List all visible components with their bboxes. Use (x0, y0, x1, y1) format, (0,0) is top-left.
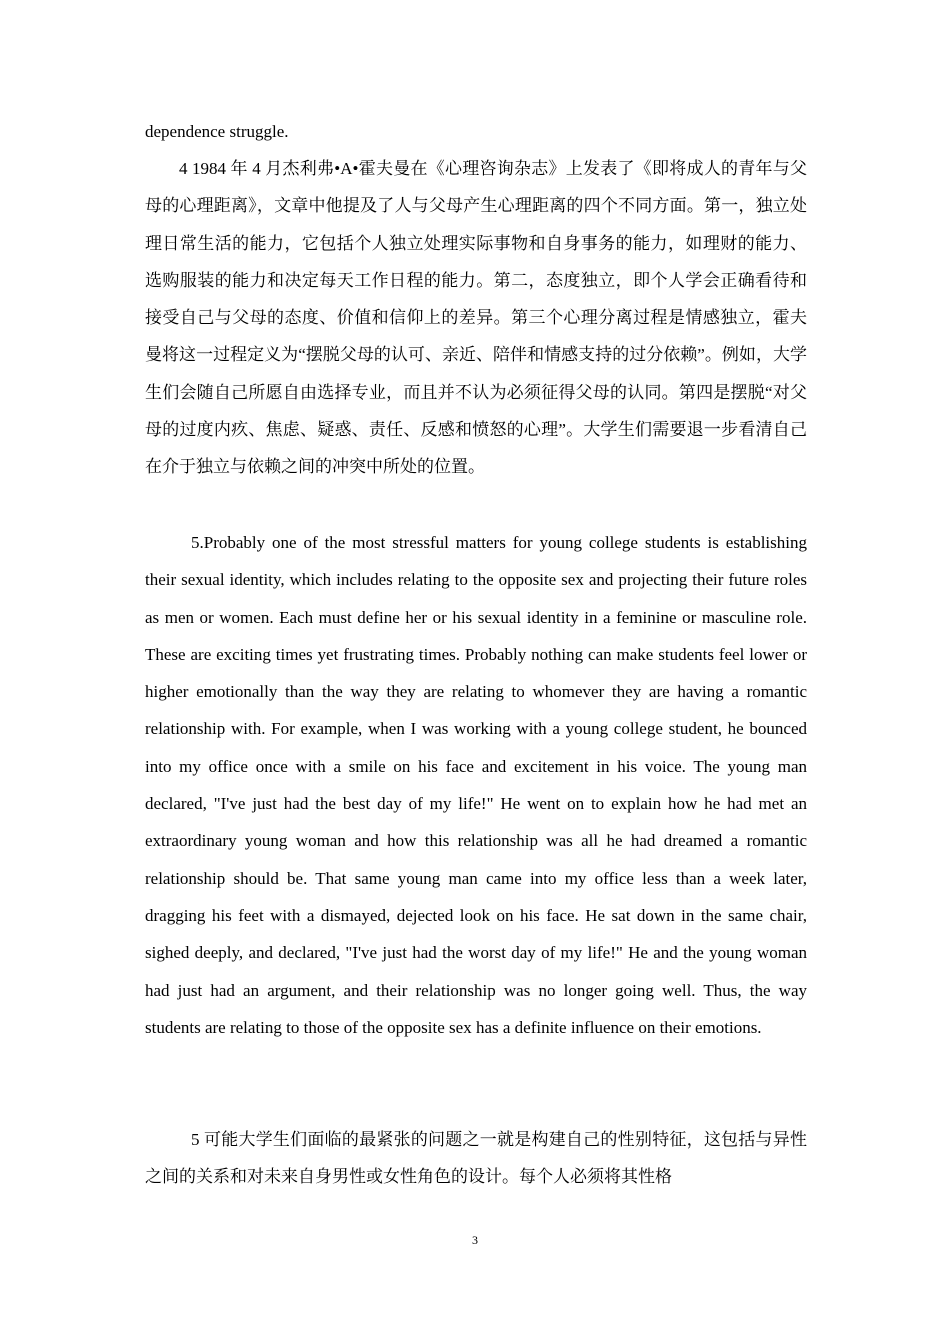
paragraph-chinese-5: 5 可能大学生们面临的最紧张的问题之一就是构建自己的性别特征，这包括与异性之间的关系和对未来自身男性或女性角色的设计。每个人必须将其性格 (145, 1130, 807, 1187)
paragraph-english-5: 5.Probably one of the most stressful matters for young college students is establishing their sexual identity, which includes relating to the opposite sex and projecting their future roles as men or women. Each must define her or his sexual identity in a feminine or masculine role. These are exciting times yet frustrating times. Probably nothing can make students feel lower or higher emotionally than the way they are relating to whomever they are having a romantic relationship with. For example, when I was working with a young college student, he bounced into my office once with a smile on his face and excitement in his voice. The young man declared, "I've just had the best day of my life!" He went on to explain how he had met an extraordinary young woman and how this relationship was all he had dreamed a romantic relationship should be. That same young man came into my office less than a week later, dragging his feet with a dismayed, dejected look on his face. He sat down in the same chair, sighed deeply, and declared, "I've just had the worst day of my life!" He and the young woman had just had an argument, and their relationship was no longer going well. Thus, the way students are relating to those of the opposite sex has a definite influence on their emotions. (145, 533, 807, 1037)
paragraph-chinese-4: 4 1984 年 4 月杰利弗•A•霍夫曼在《心理咨询杂志》上发表了《即将成人的青年与父母的心理距离》，文章中他提及了人与父母产生心理距离的四个不同方面。第一，独立处理日常生活的能力，它包括个人独立处理实际事物和自身事务的能力，如理财的能力、选购服装的能力和决定每天工作日程的能力。第二，态度独立，即个人学会正确看待和接受自己与父母的态度、价值和信仰上的差异。第三个心理分离过程是情感独立，霍夫曼将这一过程定义为“摆脱父母的认可、亲近、陪伴和情感支持的过分依赖”。例如，大学生们会随自己所愿自由选择专业，而且并不认为必须征得父母的认同。第四是摆脱“对父母的过度内疚、焦虑、疑惑、责任、反感和愤怒的心理”。大学生们需要退一步看清自己在介于独立与依赖之间的冲突中所处的位置。 (145, 159, 807, 477)
paragraph-continuation: dependence struggle. (145, 122, 289, 141)
page-number: 3 (472, 1233, 478, 1247)
